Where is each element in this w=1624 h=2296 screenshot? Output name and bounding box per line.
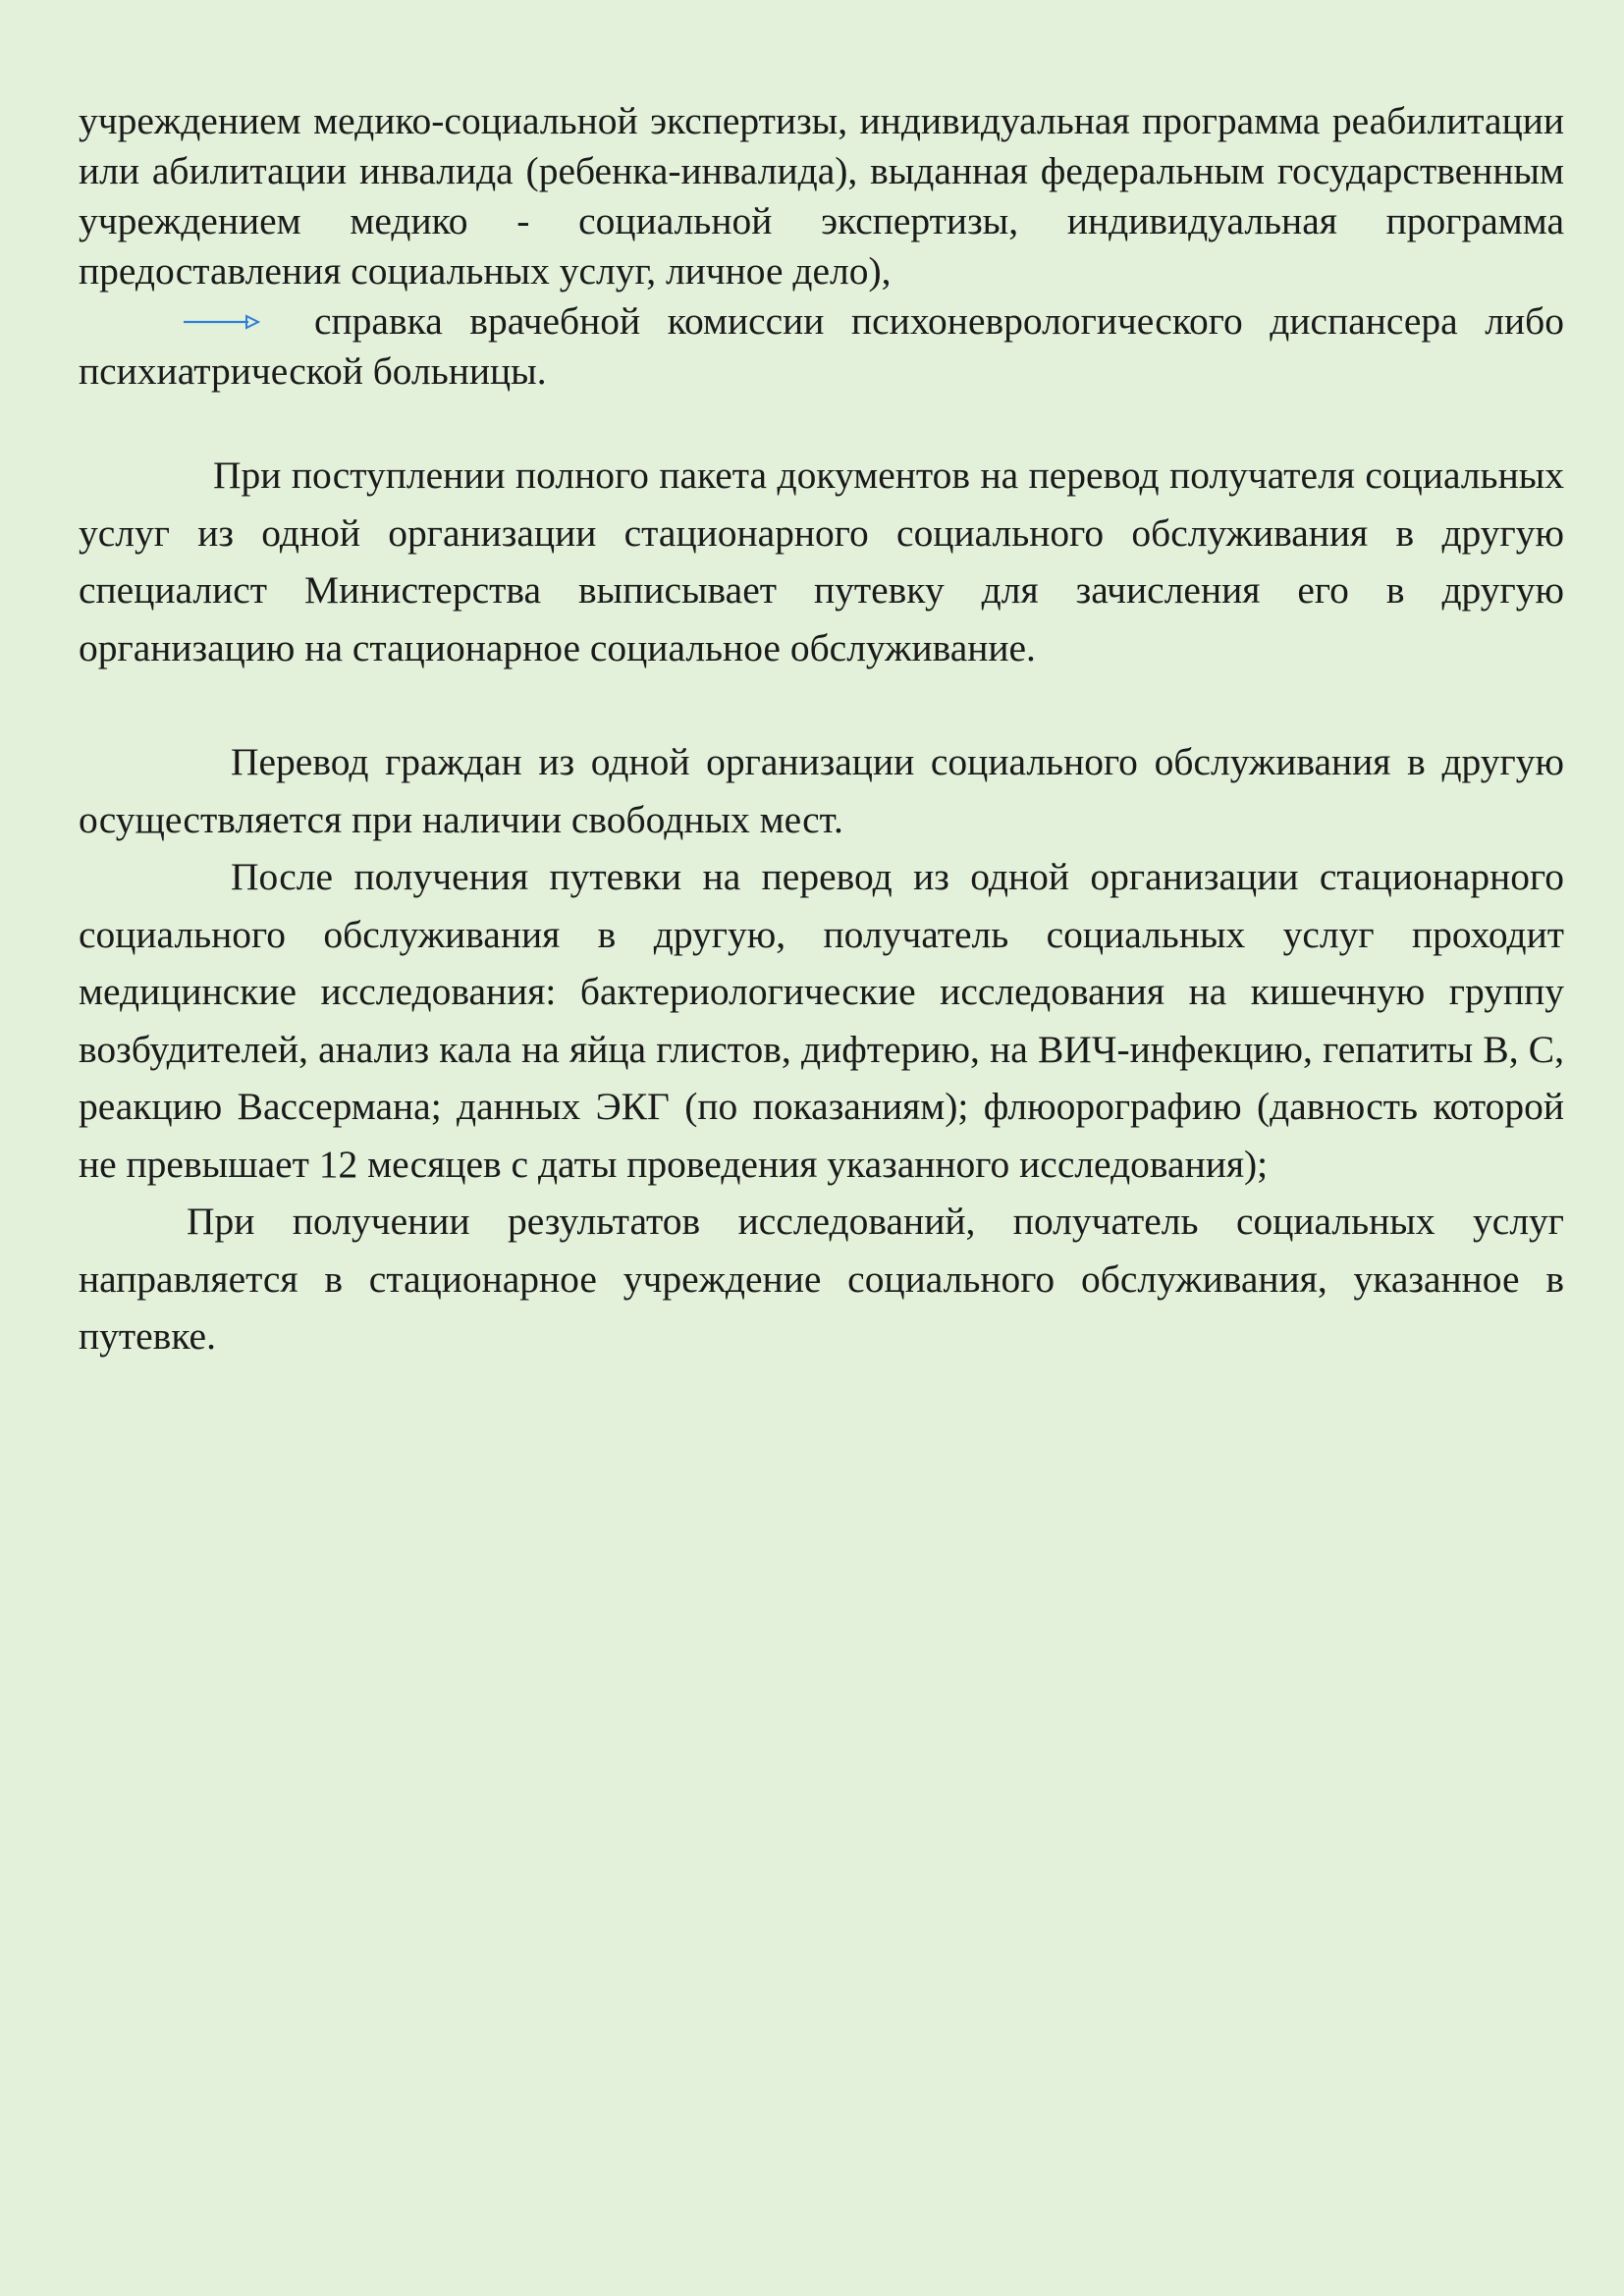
paragraph-medical-examinations: После получения путевки на перевод из одной организации стационарного социального обслуживания в другую, получатель социальных услуг проходит медицинские исследования: бактериологические исследования на кишечную группу возбудителей, анализ кала на яйца глистов, дифтерию, на ВИЧ-инфекцию, гепатиты В, С, реакцию Вассермана; данных ЭКГ (по показаниям); флюорографию (давность которой не превышает 12 месяцев с даты проведения указанного исследования); — [79, 855, 1564, 1186]
paragraph-psychiatric-certificate-text: справка врачебной комиссии психоневрологического диспансера либо психиатрической больницы. — [79, 299, 1564, 393]
paragraph-psychiatric-certificate — [79, 296, 1564, 397]
paragraph-document-list: учреждением медико-социальной экспертизы, индивидуальная программа реабилитации или абилитации инвалида (ребенка-инвалида), выданная федеральным государственным учреждением медико - социальной экспертизы, индивидуальная программа предоставления социальных услуг, личное дело), — [79, 99, 1564, 293]
paragraph-referral: При получении результатов исследований, получатель социальных услуг направляется в стационарное учреждение социального обслуживания, указанное в путевке. — [79, 1200, 1564, 1358]
paragraph-free-places: Перевод граждан из одной организации социального обслуживания в другую осуществляется при наличии свободных мест. — [79, 740, 1564, 841]
paragraph-voucher-issue: При поступлении полного пакета документов на перевод получателя социальных услуг из одной организации стационарного социального обслуживания в другую специалист Министерства выписывает путевку для зачисления его в другую организацию на стационарное социальное обслуживание. — [79, 454, 1564, 669]
arrow-right-icon — [182, 312, 260, 332]
page-content — [79, 96, 1564, 1365]
